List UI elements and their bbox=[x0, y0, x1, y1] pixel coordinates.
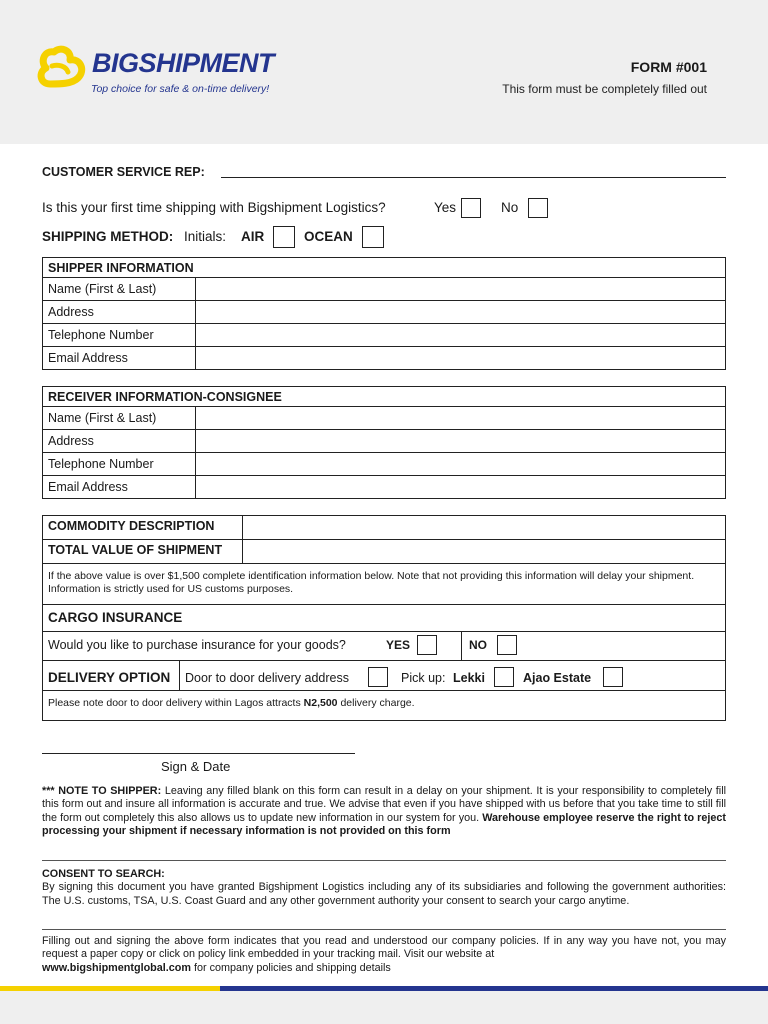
pickup-lekki-checkbox[interactable] bbox=[494, 667, 514, 687]
receiver-address-label: Address bbox=[43, 430, 196, 453]
pickup-ajao-label: Ajao Estate bbox=[523, 671, 592, 685]
receiver-email-field[interactable] bbox=[196, 476, 726, 499]
table-row bbox=[43, 324, 726, 347]
receiver-info-title: RECEIVER INFORMATION-CONSIGNEE bbox=[43, 387, 726, 407]
receiver-address-field[interactable] bbox=[196, 430, 726, 453]
table-row bbox=[43, 453, 726, 476]
divider bbox=[42, 929, 726, 930]
shipper-info-title: SHIPPER INFORMATION bbox=[43, 258, 726, 278]
shipper-name-field[interactable] bbox=[196, 278, 726, 301]
receiver-name-label: Name (First & Last) bbox=[43, 407, 196, 430]
note-to-shipper-text: Leaving any filled blank on this form can result in a delay on your shipment. It is your responsibility to completely fill this form out and insure all information is accurate and true. We advise that even if you have shipped with us before that you take time to still fill the form out completely this also allows us to update new information in our system for you. bbox=[42, 785, 727, 824]
delivery-note-text: Please note door to door delivery within Lagos attracts bbox=[48, 697, 301, 709]
receiver-name-field[interactable] bbox=[196, 407, 726, 430]
website-link[interactable]: www.bigshipmentglobal.com bbox=[42, 961, 191, 974]
first-time-no-checkbox[interactable] bbox=[528, 198, 548, 218]
page-header bbox=[0, 0, 768, 144]
shipping-air-checkbox[interactable] bbox=[273, 226, 295, 248]
shipping-air-label: AIR bbox=[241, 229, 265, 244]
first-time-yes-label: Yes bbox=[434, 200, 457, 215]
commodity-description-field[interactable] bbox=[243, 516, 725, 539]
table-row bbox=[43, 301, 726, 324]
form-instruction: This form must be completely filled out bbox=[502, 82, 707, 96]
divider bbox=[179, 660, 180, 690]
shipper-email-label: Email Address bbox=[43, 347, 196, 370]
company-logo bbox=[36, 42, 296, 102]
divider bbox=[42, 690, 726, 691]
delivery-note-text-after: delivery charge. bbox=[340, 697, 415, 709]
table-row bbox=[43, 476, 726, 499]
shipper-info-table bbox=[42, 257, 726, 370]
receiver-email-label: Email Address bbox=[43, 476, 196, 499]
note-to-shipper bbox=[42, 785, 726, 839]
form-number: FORM #001 bbox=[630, 59, 707, 75]
note-to-shipper-warning: Warehouse employee reserve the right to reject processing your shipment if necessary information is not provided on this form bbox=[42, 811, 726, 838]
delivery-charge-note bbox=[48, 697, 415, 710]
table-row bbox=[43, 407, 726, 430]
shipping-ocean-label: OCEAN bbox=[304, 229, 353, 244]
policy-text-after: for company policies and shipping details bbox=[193, 961, 391, 974]
divider bbox=[42, 860, 726, 861]
divider bbox=[461, 631, 462, 660]
delivery-option-title: DELIVERY OPTION bbox=[48, 670, 171, 685]
policy-text: Filling out and signing the above form indicates that you read and understood our company policies. If in any way you have not, you may request a paper copy or click on policy link embedded in your tracking mail. Visit our website at bbox=[42, 935, 726, 961]
insurance-no-label: NO bbox=[469, 638, 487, 652]
pickup-ajao-checkbox[interactable] bbox=[603, 667, 623, 687]
consent-text: By signing this document you have granted Bigshipment Logistics including any of its subsidiaries and following the government authorities: The U.S. customs, TSA, U.S. Coast Guard and any other government authority your consent to search your cargo anytime. bbox=[42, 881, 726, 907]
insurance-yes-label: YES bbox=[386, 638, 411, 652]
first-time-no-label: No bbox=[501, 200, 519, 215]
shipper-address-field[interactable] bbox=[196, 301, 726, 324]
first-time-yes-checkbox[interactable] bbox=[461, 198, 481, 218]
logo-mark-icon bbox=[36, 44, 92, 92]
note-to-shipper-label: *** NOTE TO SHIPPER: bbox=[42, 785, 162, 797]
total-value-label: TOTAL VALUE OF SHIPMENT bbox=[48, 543, 223, 557]
shipping-method-label: SHIPPING METHOD: bbox=[42, 229, 174, 244]
divider bbox=[42, 660, 726, 661]
table-row bbox=[43, 347, 726, 370]
delivery-charge-amount: N2,500 bbox=[303, 697, 338, 709]
door-delivery-checkbox[interactable] bbox=[368, 667, 388, 687]
commodity-description-label: COMMODITY DESCRIPTION bbox=[48, 519, 215, 533]
divider bbox=[42, 631, 726, 632]
shipping-initials-label: Initials: bbox=[184, 229, 227, 244]
table-row bbox=[43, 430, 726, 453]
shipper-phone-label: Telephone Number bbox=[43, 324, 196, 347]
first-time-question: Is this your first time shipping with Bigshipment Logistics? bbox=[42, 200, 386, 215]
consent-label: CONSENT TO SEARCH: bbox=[42, 868, 165, 880]
insurance-no-checkbox[interactable] bbox=[497, 635, 517, 655]
door-delivery-label: Door to door delivery address bbox=[185, 671, 349, 685]
policy-section bbox=[42, 935, 726, 975]
sign-date-label: Sign & Date bbox=[161, 759, 231, 774]
cargo-insurance-title: CARGO INSURANCE bbox=[48, 610, 183, 625]
receiver-phone-field[interactable] bbox=[196, 453, 726, 476]
receiver-phone-label: Telephone Number bbox=[43, 453, 196, 476]
total-value-field[interactable] bbox=[243, 540, 725, 563]
consent-section bbox=[42, 868, 726, 908]
pickup-lekki-label: Lekki bbox=[453, 671, 485, 685]
shipper-phone-field[interactable] bbox=[196, 324, 726, 347]
customer-rep-label: CUSTOMER SERVICE REP: bbox=[42, 165, 205, 179]
receiver-info-table bbox=[42, 386, 726, 499]
shipper-name-label: Name (First & Last) bbox=[43, 278, 196, 301]
insurance-question: Would you like to purchase insurance for your goods? bbox=[48, 638, 346, 652]
value-notice: If the above value is over $1,500 complete identification information below. Note that not providing this information will delay your shipment. Information is strictly used for US customs purposes. bbox=[48, 570, 695, 595]
divider bbox=[42, 604, 726, 605]
shipping-ocean-checkbox[interactable] bbox=[362, 226, 384, 248]
divider bbox=[42, 563, 726, 564]
insurance-yes-checkbox[interactable] bbox=[417, 635, 437, 655]
customer-rep-field[interactable] bbox=[221, 177, 726, 178]
table-row bbox=[43, 278, 726, 301]
pickup-label: Pick up: bbox=[401, 671, 446, 685]
shipper-address-label: Address bbox=[43, 301, 196, 324]
brand-tagline: Top choice for safe & on-time delivery! bbox=[91, 83, 270, 95]
brand-name: BIGSHIPMENT bbox=[92, 48, 275, 78]
signature-line[interactable] bbox=[42, 753, 355, 754]
shipper-email-field[interactable] bbox=[196, 347, 726, 370]
page-footer bbox=[0, 991, 768, 1024]
